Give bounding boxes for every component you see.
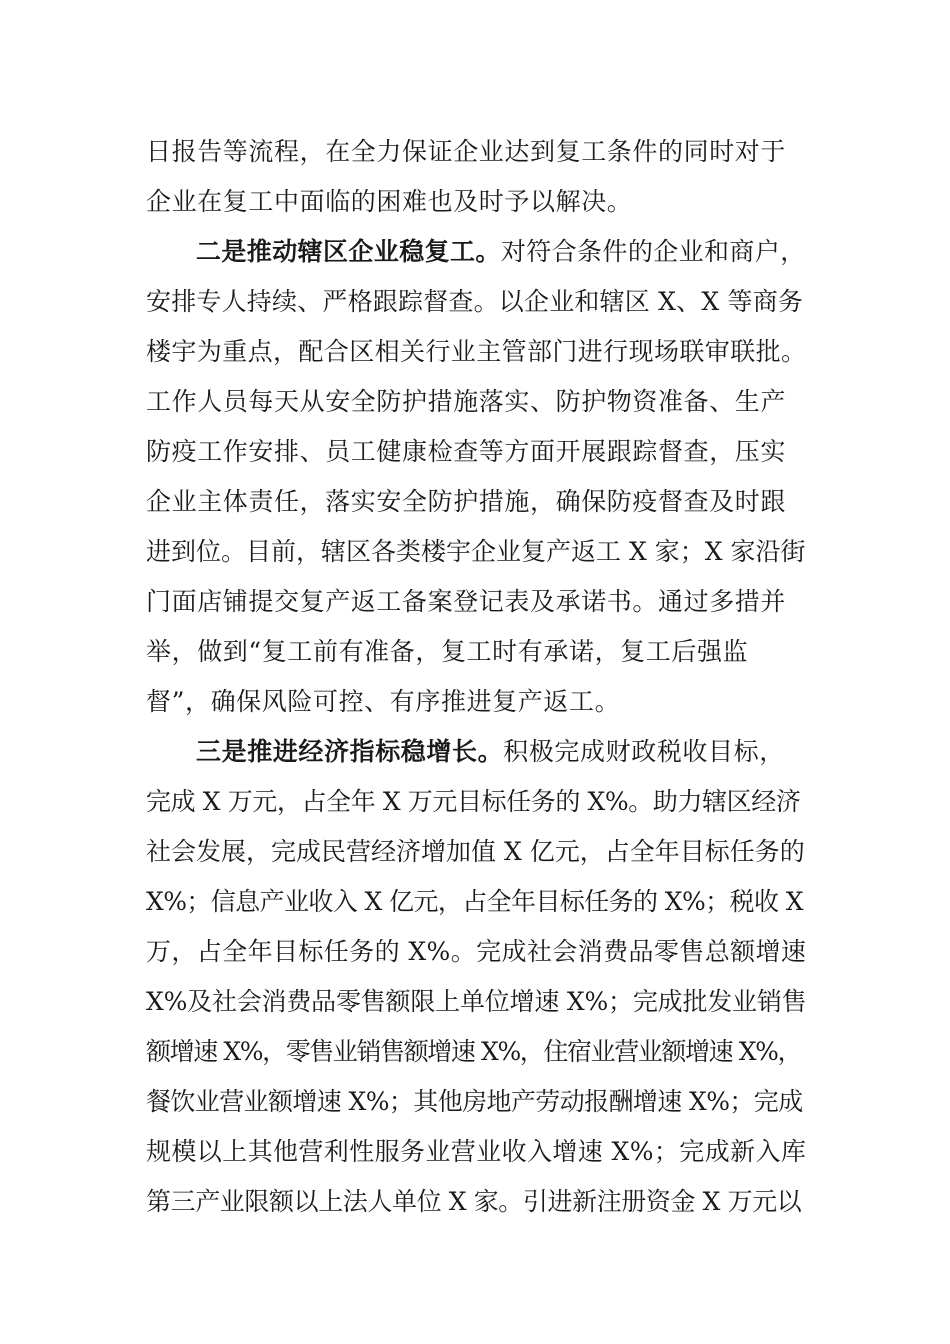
- text-line: 举，做到“复工前有准备，复工时有承诺，复工后强监: [146, 637, 749, 666]
- text-line: 门面店铺提交复产返工备案登记表及承诺书。通过多措并: [146, 587, 787, 616]
- text-line: 企业在复工中面临的困难也及时予以解决。: [146, 187, 633, 216]
- paragraph-first-line: [196, 237, 806, 267]
- text-line: 楼宇为重点，配合区相关行业主管部门进行现场联审联批。: [146, 337, 807, 366]
- text-line: 督”，确保风险可控、有序推进复产返工。: [146, 687, 621, 716]
- text-line: 额增速 X%，零售业销售额增速 X%，住宿业营业额增速 X%，: [146, 1037, 802, 1066]
- text-line: 工作人员每天从安全防护措施落实、防护物资准备、生产: [146, 387, 787, 416]
- text-span: 积极完成财政税收目标，: [503, 737, 785, 766]
- text-line: 完成 X 万元，占全年 X 万元目标任务的 X%。助力辖区经济: [146, 787, 801, 816]
- text-line: X%；信息产业收入 X 亿元，占全年目标任务的 X%；税收 X: [146, 887, 803, 916]
- text-span: 对符合条件的企业和商户，: [500, 237, 806, 266]
- text-line: 防疫工作安排、员工健康检查等方面开展跟踪督查，压实: [146, 437, 787, 466]
- text-line: 安排专人持续、严格跟踪督查。以企业和辖区 X、X 等商务: [146, 287, 804, 316]
- text-line: 规模以上其他营利性服务业营业收入增速 X%；完成新入库: [146, 1137, 807, 1166]
- text-line: 进到位。目前，辖区各类楼宇企业复产返工 X 家；X 家沿街: [146, 537, 806, 566]
- text-line: 第三产业限额以上法人单位 X 家。引进新注册资金 X 万元以: [146, 1187, 802, 1216]
- paragraph-heading: 三是推进经济指标稳增长。: [196, 737, 504, 766]
- text-line: 餐饮业营业额增速 X%；其他房地产劳动报酬增速 X%；完成: [146, 1087, 803, 1116]
- text-line: 万，占全年目标任务的 X%。完成社会消费品零售总额增速: [146, 937, 807, 966]
- paragraph-heading: 二是推动辖区企业稳复工。: [196, 237, 501, 266]
- text-line: 日报告等流程，在全力保证企业达到复工条件的同时对于: [146, 137, 787, 166]
- paragraph-first-line: [196, 737, 785, 767]
- text-line: 社会发展，完成民营经济增加值 X 亿元，占全年目标任务的: [146, 837, 805, 866]
- text-line: 企业主体责任，落实安全防护措施，确保防疫督查及时跟: [146, 487, 787, 516]
- text-line: X%及社会消费品零售额限上单位增速 X%；完成批发业销售: [146, 987, 807, 1016]
